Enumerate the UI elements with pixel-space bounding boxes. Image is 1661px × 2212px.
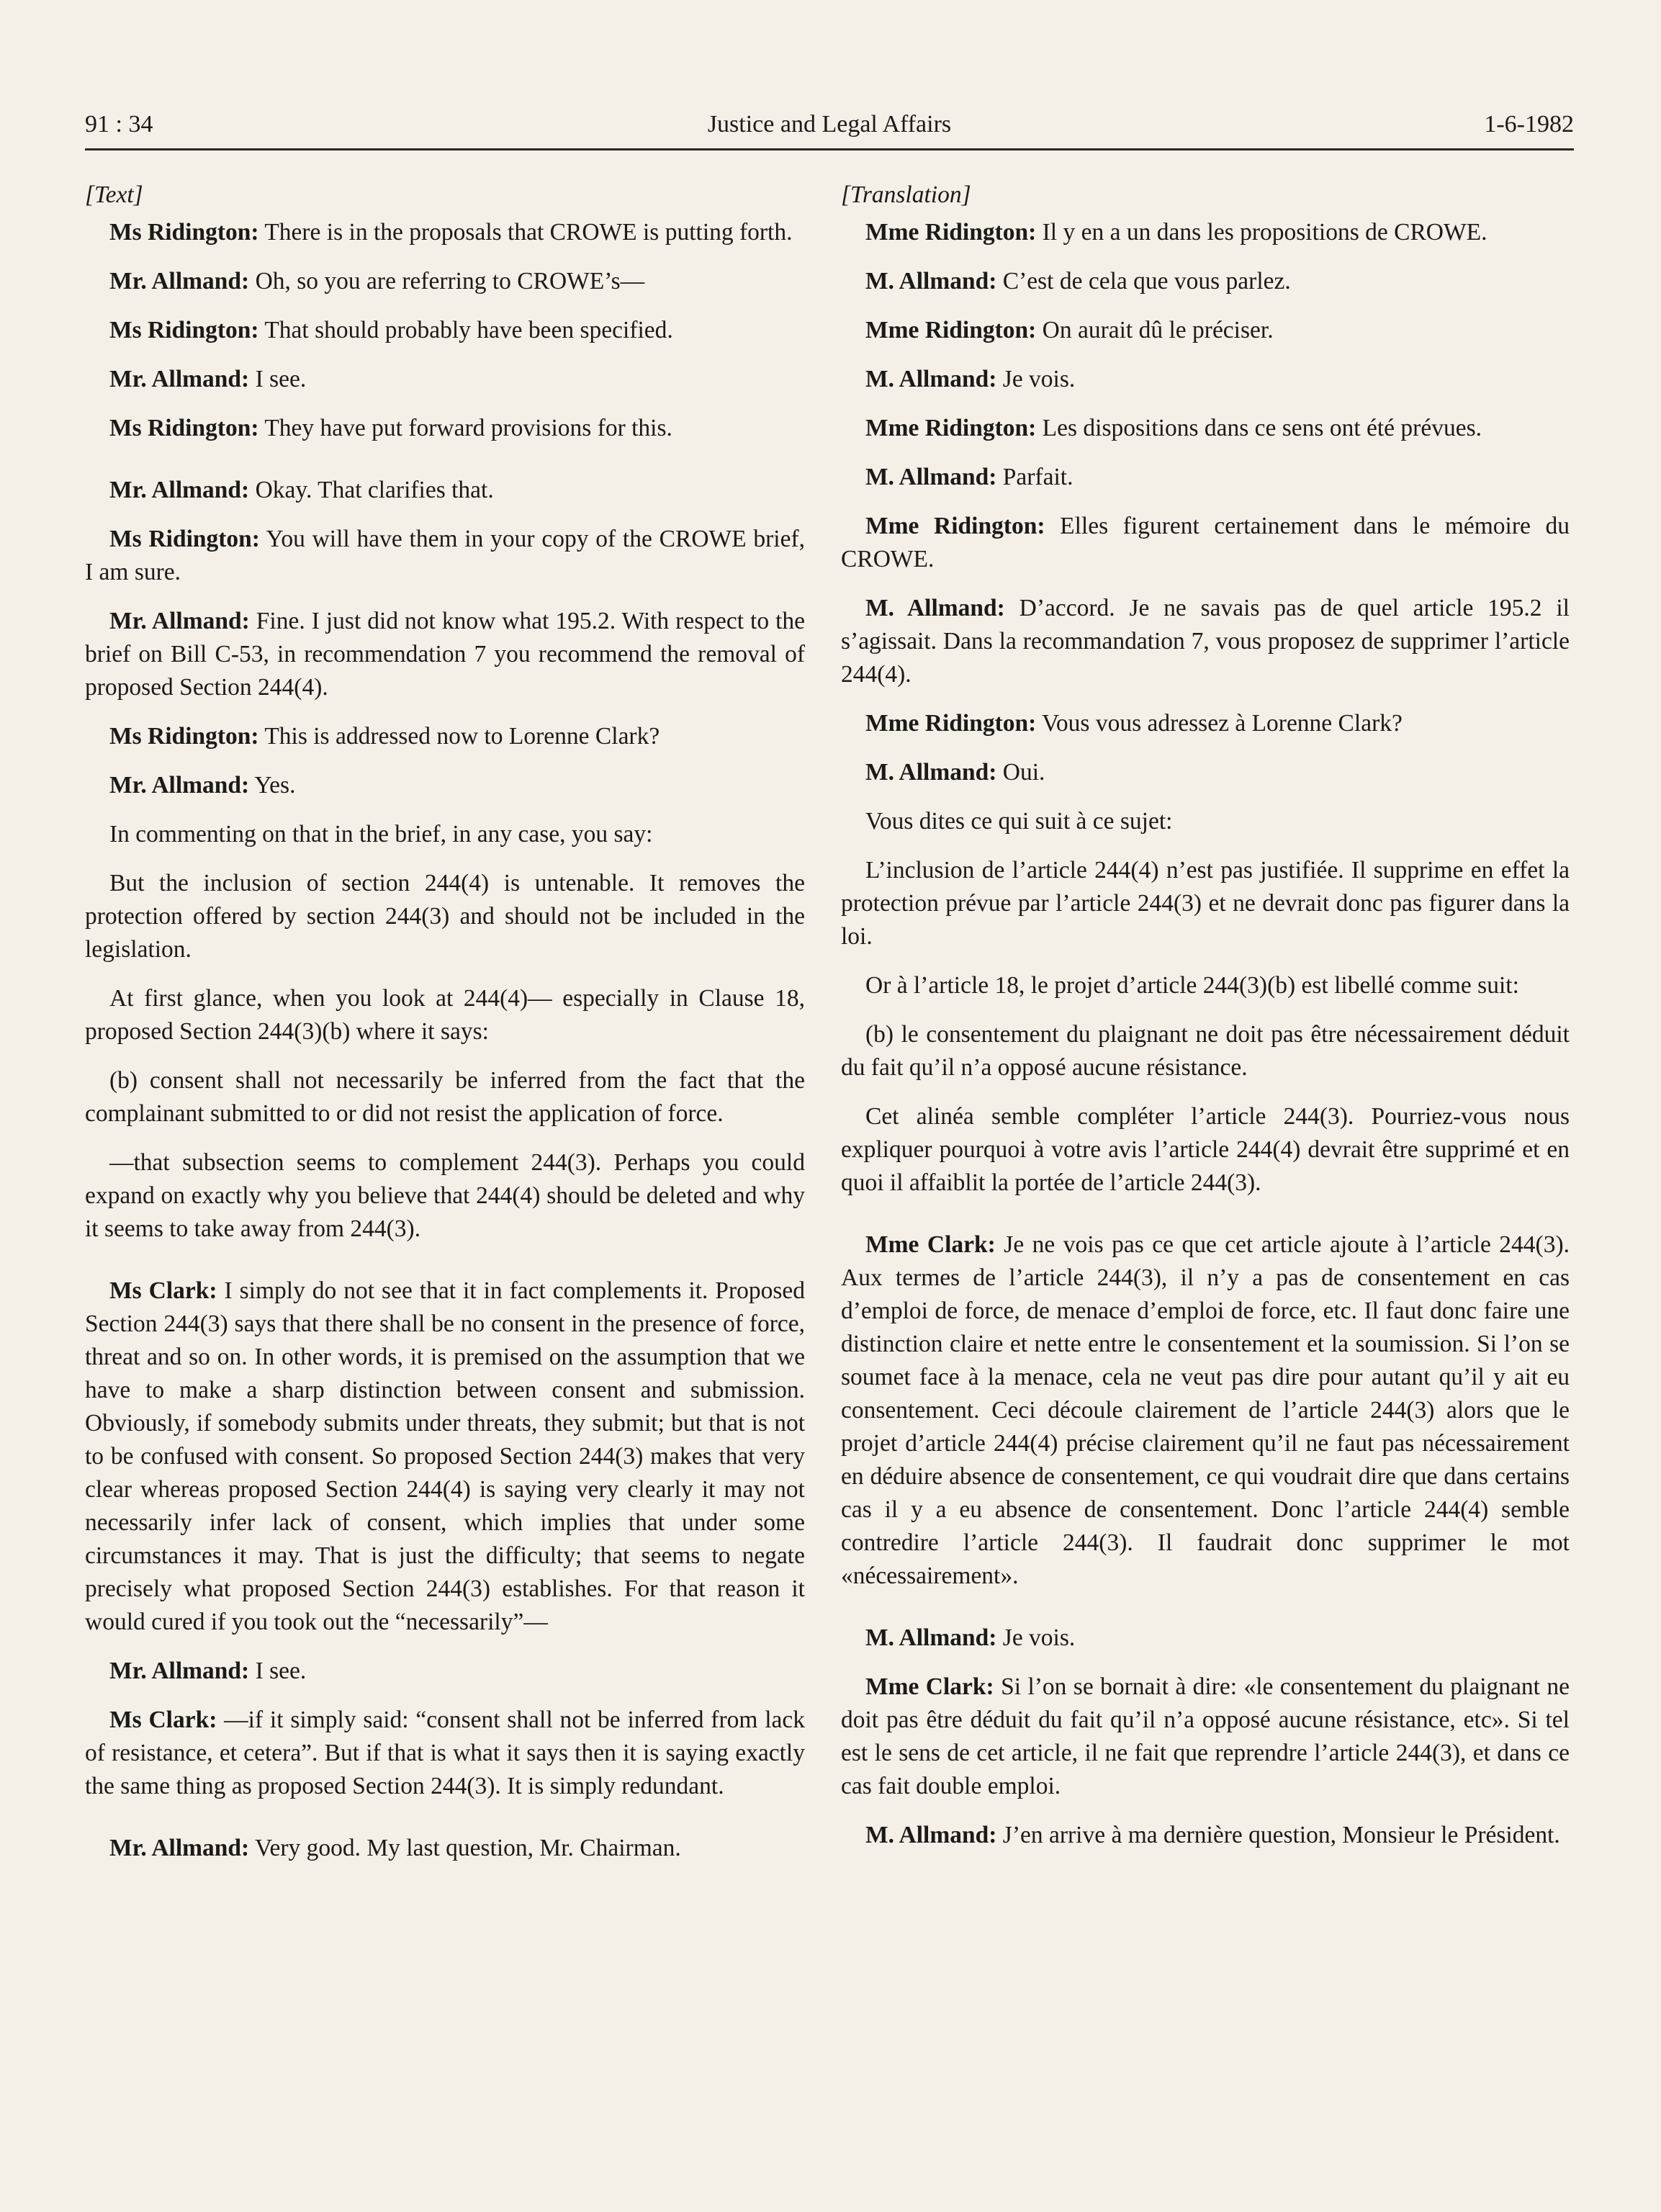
quoted-clause (841, 1018, 1570, 1084)
transcript-paragraph (841, 314, 1570, 347)
speaker-name: Mme Ridington: (865, 415, 1037, 441)
speech-text: Yes. (249, 772, 296, 799)
transcript-paragraph (85, 818, 805, 851)
speaker-name: Mr. Allmand: (109, 268, 250, 295)
transcript-paragraph (841, 216, 1570, 249)
speech-text: Je vois. (996, 1624, 1076, 1651)
speaker-name: M. Allmand: (865, 759, 997, 786)
speech-text: Les dispositions dans ce sens ont été prévues. (1036, 415, 1482, 441)
transcript-paragraph (841, 707, 1570, 740)
transcript-paragraph (841, 1819, 1570, 1852)
speaker-name: Mr. Allmand: (109, 477, 250, 503)
english-column (85, 179, 805, 1881)
speech-text: They have put forward provisions for this. (258, 415, 672, 441)
transcript-paragraph (85, 523, 805, 589)
transcript-paragraph (841, 510, 1570, 576)
speech-text: I see. (249, 366, 307, 392)
speaker-name: Mme Ridington: (865, 219, 1037, 246)
transcript-paragraph (85, 605, 805, 704)
speaker-name: Ms Ridington: (109, 526, 260, 552)
transcript-paragraph (85, 982, 805, 1048)
speaker-name: Ms Clark: (109, 1277, 217, 1304)
speaker-name: Mme Ridington: (865, 710, 1037, 737)
speech-text: Cet alinéa semble compléter l’article 244(3). Pourriez-vous nous expliquer pourquoi à votre avis l’article 244(4) devrait être supprimé et en quoi il affaiblit la portée de l’article 244(3). (841, 1103, 1570, 1196)
speaker-name: Ms Ridington: (109, 317, 259, 343)
speaker-name: M. Allmand: (865, 366, 997, 392)
speech-text: Or à l’article 18, le projet d’article 244(3)(b) est libellé comme suit: (865, 972, 1519, 999)
transcript-paragraph (85, 1832, 805, 1865)
speech-text: Je vois. (996, 366, 1076, 392)
transcript-paragraph (85, 363, 805, 396)
speaker-name: Ms Ridington: (109, 219, 259, 246)
transcript-paragraph (841, 805, 1570, 838)
transcript-paragraph (85, 1655, 805, 1688)
transcript-paragraph (841, 1622, 1570, 1655)
speaker-name: M. Allmand: (865, 1624, 997, 1651)
transcript-paragraph (841, 265, 1570, 298)
speech-text: Je ne vois pas ce que cet article ajoute à l’article 244(3). Aux termes de l’article 244(3), il n’y a pas de consentement en cas d’emploi de force, de menace d’emploi de force, etc. Il faut donc faire une distinction claire et nette entre le consentement et la soumission. Si l’on se soumet face à la menace, cela ne veut pas dire pour autant qu’il y ait eu consentement. Ceci découle clairement de l’article 244(3) alors que le projet d’article 244(4) précise clairement qu’il ne faut pas nécessairement en déduire absence de consentement, ce qui voudrait dire que dans certains cas il y a eu absence de consentement. Donc l’article 244(4) semble contredire l’article 244(3). Il faudrait donc supprimer le mot «nécessairement». (841, 1231, 1570, 1589)
speaker-name: M. Allmand: (865, 595, 1005, 621)
running-title: Justice and Legal Affairs (707, 111, 952, 138)
speech-text: J’en arrive à ma dernière question, Monsieur le Président. (996, 1822, 1560, 1848)
speech-text: Very good. My last question, Mr. Chairman. (249, 1835, 681, 1861)
page-header (85, 105, 1574, 150)
transcript-paragraph (85, 265, 805, 298)
speaker-name: Mme Ridington: (865, 513, 1045, 539)
speech-text: Parfait. (996, 464, 1073, 490)
speaker-name: Mr. Allmand: (109, 1658, 250, 1684)
speech-text: You will have them in your copy of the CROWE brief, I am sure. (85, 526, 805, 585)
speaker-name: M. Allmand: (865, 464, 997, 490)
speech-text: That should probably have been specified. (258, 317, 673, 343)
speech-text: Oui. (996, 759, 1045, 786)
transcript-paragraph (841, 592, 1570, 691)
column-label: [Translation] (841, 181, 971, 208)
speech-text: But the inclusion of section 244(4) is untenable. It removes the protection offered by section 244(3) and should not be included in the legislation. (85, 870, 805, 963)
transcript-paragraph (85, 474, 805, 507)
sitting-date: 1-6-1982 (1484, 111, 1574, 138)
transcript-paragraph (841, 969, 1570, 1002)
speech-text: (b) le consentement du plaignant ne doit pas être nécessairement déduit du fait qu’il n’a opposé aucune résistance. (841, 1021, 1570, 1081)
speaker-name: Mme Clark: (865, 1673, 994, 1700)
speaker-name: Mr. Allmand: (109, 366, 250, 392)
speech-text: Si l’on se bornait à dire: «le consentement du plaignant ne doit pas être déduit du fait qu’il n’a opposé aucune résistance, etc». Si tel est le sens de cet article, il ne fait que reprendre l’article 244(3), et dans ce cas fait double emploi. (841, 1673, 1570, 1799)
transcript-paragraph (85, 216, 805, 249)
speaker-name: M. Allmand: (865, 268, 997, 295)
transcript-paragraph (85, 720, 805, 753)
speech-text: Elles figurent certainement dans le mémoire du CROWE. (841, 513, 1570, 572)
transcript-paragraph (85, 1704, 805, 1803)
speech-text: On aurait dû le préciser. (1036, 317, 1274, 343)
speech-text: Il y en a un dans les propositions de CROWE. (1036, 219, 1487, 246)
speech-text: C’est de cela que vous parlez. (996, 268, 1291, 295)
speaker-name: Mr. Allmand: (109, 608, 250, 634)
speaker-name: M. Allmand: (865, 1822, 997, 1848)
speech-text: Vous vous adressez à Lorenne Clark? (1036, 710, 1403, 737)
transcript-paragraph (841, 412, 1570, 445)
column-label: [Text] (85, 181, 143, 208)
french-column (841, 179, 1570, 1868)
quoted-passage (85, 867, 805, 966)
speech-text: This is addressed now to Lorenne Clark? (258, 723, 660, 750)
transcript-paragraph (841, 1671, 1570, 1803)
speech-text: Vous dites ce qui suit à ce sujet: (865, 808, 1173, 835)
transcript-paragraph (85, 769, 805, 802)
speech-text: I see. (249, 1658, 307, 1684)
page-number: 91 : 34 (85, 111, 153, 138)
transcript-paragraph (841, 1100, 1570, 1200)
speaker-name: Mr. Allmand: (109, 772, 250, 799)
speaker-name: Mr. Allmand: (109, 1835, 250, 1861)
speech-text: I simply do not see that it in fact complements it. Proposed Section 244(3) says that there shall be no consent in the presence of force, threat and so on. In other words, it is premised on the assumption that we have to make a sharp distinction between consent and submission. Obviously, if somebody submits under threats, they submit; but that is not to be confused with consent. So proposed Section 244(3) makes that very clear whereas proposed Section 244(4) is saying very clearly it may not necessarily infer lack of consent, which implies that under some circumstances it may. That is just the difficulty; that seems to negate precisely what proposed Section 244(3) establishes. For that reason it would cured if you took out the “necessarily”— (85, 1277, 806, 1635)
speech-text: (b) consent shall not necessarily be inferred from the fact that the complainant submitted to or did not resist the application of force. (85, 1067, 805, 1127)
speaker-name: Ms Ridington: (109, 415, 259, 441)
speech-text: Okay. That clarifies that. (249, 477, 494, 503)
speech-text: —that subsection seems to complement 244(3). Perhaps you could expand on exactly why you believe that 244(4) should be deleted and why it seems to take away from 244(3). (85, 1149, 805, 1242)
transcript-paragraph (85, 314, 805, 347)
transcript-paragraph (841, 461, 1570, 494)
speech-text: Fine. I just did not know what 195.2. With respect to the brief on Bill C-53, in recommendation 7 you recommend the removal of proposed Section 244(4). (85, 608, 805, 701)
speech-text: Oh, so you are referring to CROWE’s— (249, 268, 645, 295)
quoted-clause (85, 1064, 805, 1130)
speech-text: In commenting on that in the brief, in any case, you say: (109, 821, 653, 848)
transcript-paragraph (85, 1274, 805, 1639)
speech-text: There is in the proposals that CROWE is putting forth. (258, 219, 793, 246)
speech-text: At first glance, when you look at 244(4)— especially in Clause 18, proposed Section 244(3)(b) where it says: (85, 985, 805, 1045)
transcript-paragraph (841, 1228, 1570, 1593)
speech-text: D’accord. Je ne savais pas de quel article 195.2 il s’agissait. Dans la recommandation 7, vous proposez de supprimer l’article 244(4). (841, 595, 1570, 688)
transcript-paragraph (841, 363, 1570, 396)
speech-text: —if it simply said: “consent shall not be inferred from lack of resistance, et cetera”. But if that is what it says then it is saying exactly the same thing as proposed Section 244(3). It is simply redundant. (85, 1707, 805, 1799)
speech-text: L’inclusion de l’article 244(4) n’est pas justifiée. Il supprime en effet la protection prévue par l’article 244(3) et ne devrait donc pas figurer dans la loi. (841, 857, 1570, 950)
speaker-name: Mme Ridington: (865, 317, 1037, 343)
speaker-name: Ms Clark: (109, 1707, 217, 1733)
speaker-name: Mme Clark: (865, 1231, 996, 1258)
transcript-paragraph (841, 756, 1570, 789)
transcript-paragraph (85, 1146, 805, 1246)
quoted-passage (841, 854, 1570, 953)
speaker-name: Ms Ridington: (109, 723, 259, 750)
transcript-paragraph (85, 412, 805, 445)
